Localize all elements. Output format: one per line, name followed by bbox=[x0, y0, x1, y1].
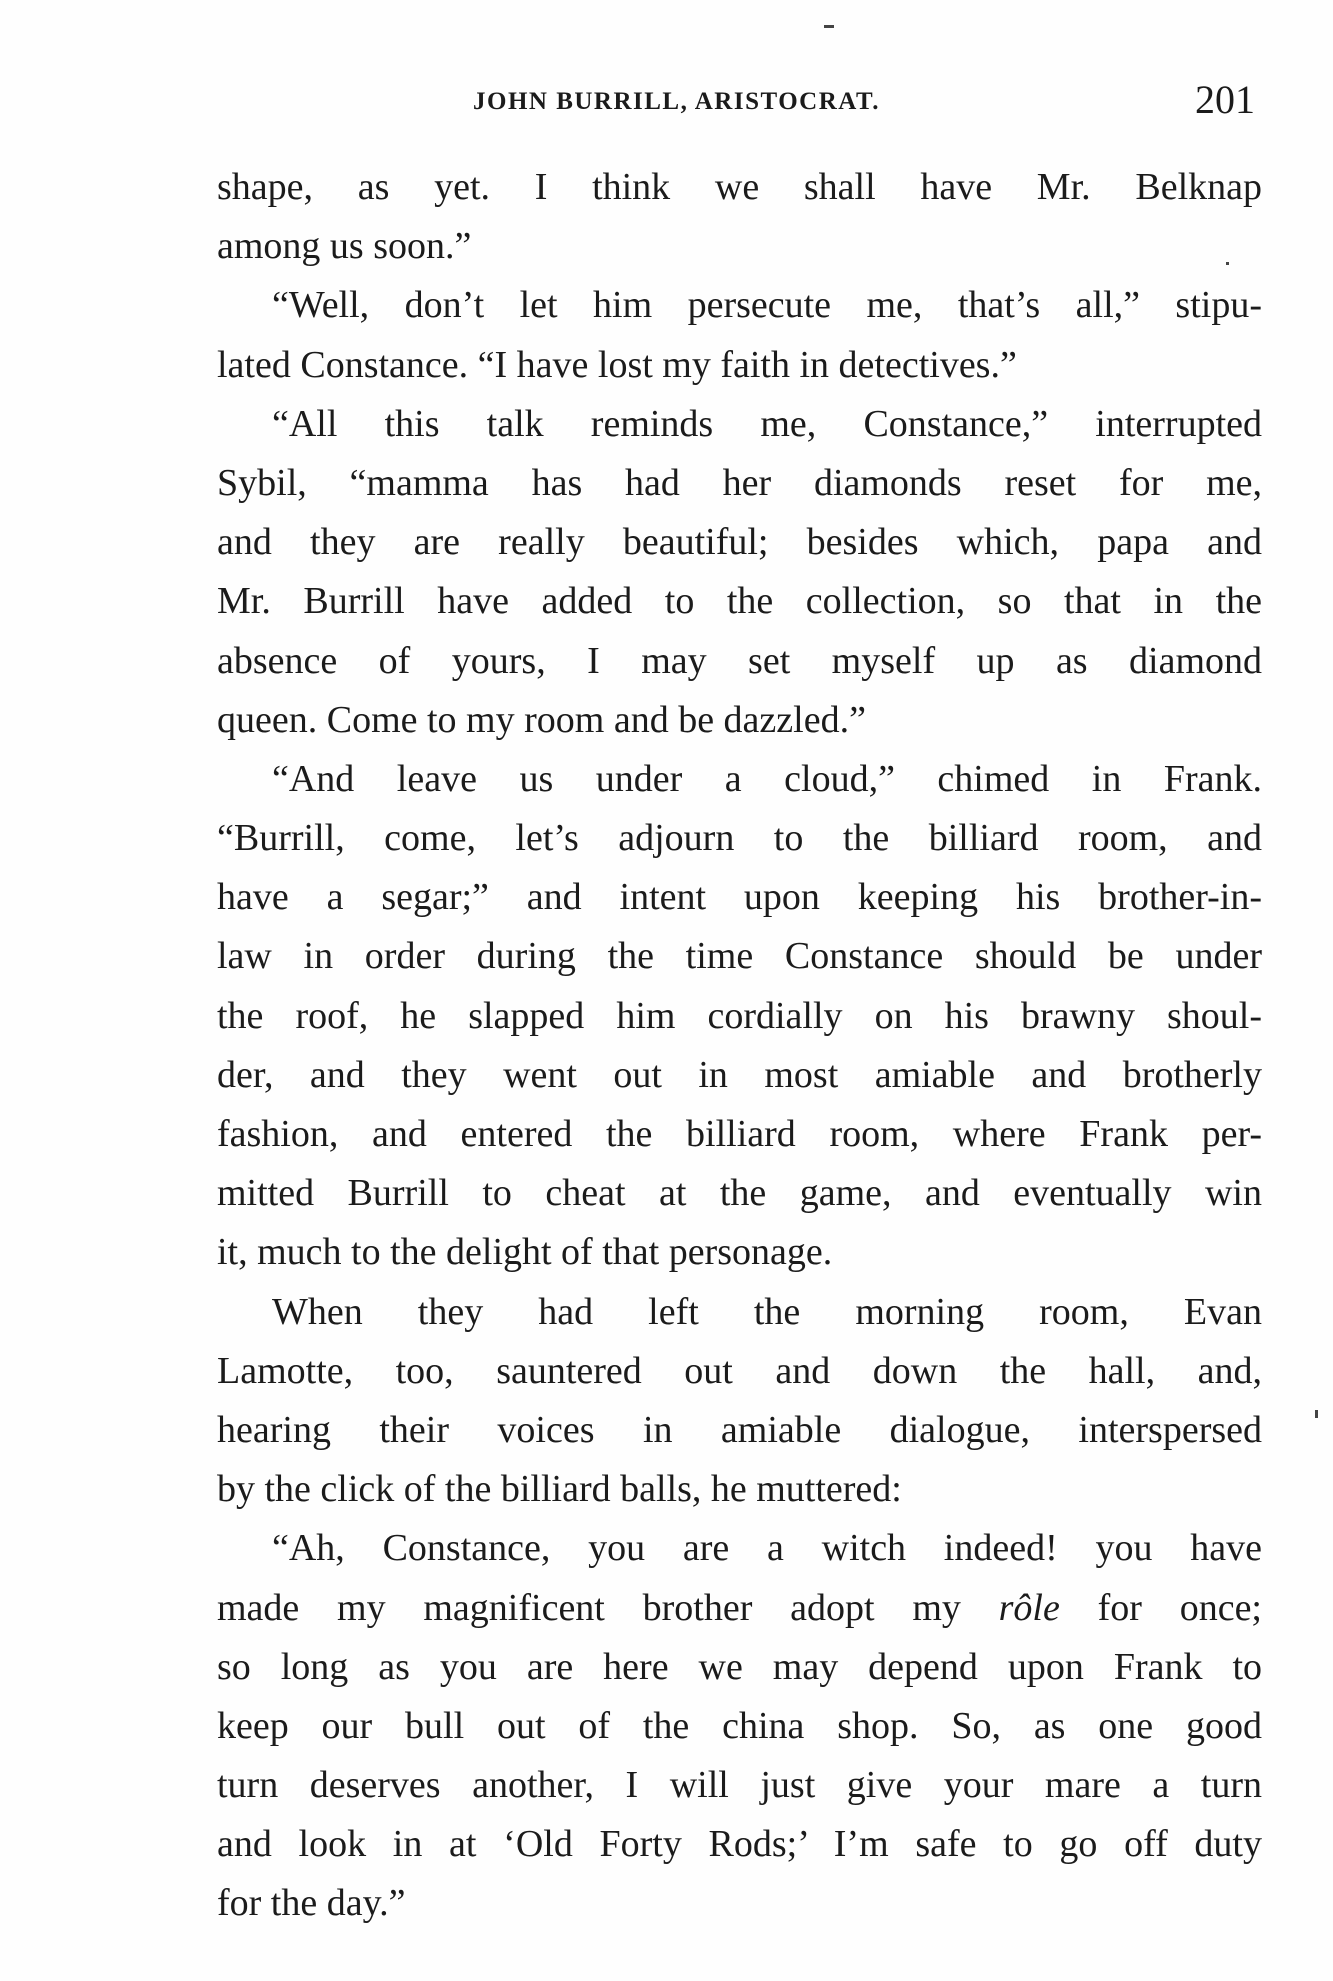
text-line: hearing their voices in amiable dialogue, interspersed bbox=[217, 1408, 1262, 1451]
running-head-title: JOHN BURRILL, ARISTOCRAT. bbox=[473, 88, 881, 115]
text-line: so long as you are here we may depend upon Frank to bbox=[217, 1645, 1262, 1688]
text-line: by the click of the billiard balls, he muttered: bbox=[217, 1468, 902, 1511]
text-line: law in order during the time Constance should be under bbox=[217, 935, 1262, 978]
text-line: made my magnificent brother adopt my rôle for once; bbox=[217, 1586, 1262, 1629]
ink-speck bbox=[1315, 1410, 1318, 1418]
text-line: absence of yours, I may set myself up as diamond bbox=[217, 639, 1262, 682]
body-text bbox=[217, 158, 1262, 1934]
text-line: the roof, he slapped him cordially on his brawny shoul- bbox=[217, 994, 1262, 1037]
ink-speck bbox=[1226, 262, 1229, 265]
text-line: shape, as yet. I think we shall have Mr. Belknap bbox=[217, 166, 1262, 208]
italic-word: rôle bbox=[998, 1586, 1060, 1629]
text-line: and look in at ‘Old Forty Rods;’ I’m safe to go off duty bbox=[217, 1823, 1262, 1866]
text-line: among us soon.” bbox=[217, 225, 472, 268]
text-line: lated Constance. “I have lost my faith in detectives.” bbox=[217, 343, 1017, 386]
text-line: “All this talk reminds me, Constance,” interrupted bbox=[272, 402, 1262, 445]
text-line: and they are really beautiful; besides which, papa and bbox=[217, 521, 1262, 564]
text-line: When they had left the morning room, Evan bbox=[272, 1290, 1262, 1333]
text-line: queen. Come to my room and be dazzled.” bbox=[217, 698, 866, 741]
text-line: der, and they went out in most amiable and brotherly bbox=[217, 1053, 1262, 1096]
running-head bbox=[215, 70, 1255, 130]
text-line: turn deserves another, I will just give your mare a turn bbox=[217, 1764, 1262, 1807]
text-line: keep our bull out of the china shop. So, as one good bbox=[217, 1704, 1262, 1747]
ink-speck bbox=[824, 25, 834, 28]
text-line: it, much to the delight of that personage. bbox=[217, 1231, 833, 1274]
text-line: Mr. Burrill have added to the collection, so that in the bbox=[217, 580, 1262, 623]
text-line: Lamotte, too, sauntered out and down the hall, and, bbox=[217, 1349, 1262, 1392]
text-line: mitted Burrill to cheat at the game, and eventually win bbox=[217, 1172, 1262, 1215]
text-line: “Well, don’t let him persecute me, that’s all,” stipu- bbox=[272, 284, 1262, 327]
text-line: “Burrill, come, let’s adjourn to the billiard room, and bbox=[217, 817, 1262, 860]
text-line: fashion, and entered the billiard room, where Frank per- bbox=[217, 1113, 1262, 1155]
text-line: Sybil, “mamma has had her diamonds reset for me, bbox=[217, 461, 1262, 504]
text-line: have a segar;” and intent upon keeping his brother-in- bbox=[217, 876, 1262, 919]
text-line: for the day.” bbox=[217, 1882, 406, 1925]
page-number: 201 bbox=[1195, 77, 1255, 122]
text-line: “Ah, Constance, you are a witch indeed! you have bbox=[272, 1527, 1262, 1570]
text-line: “And leave us under a cloud,” chimed in Frank. bbox=[272, 757, 1262, 800]
